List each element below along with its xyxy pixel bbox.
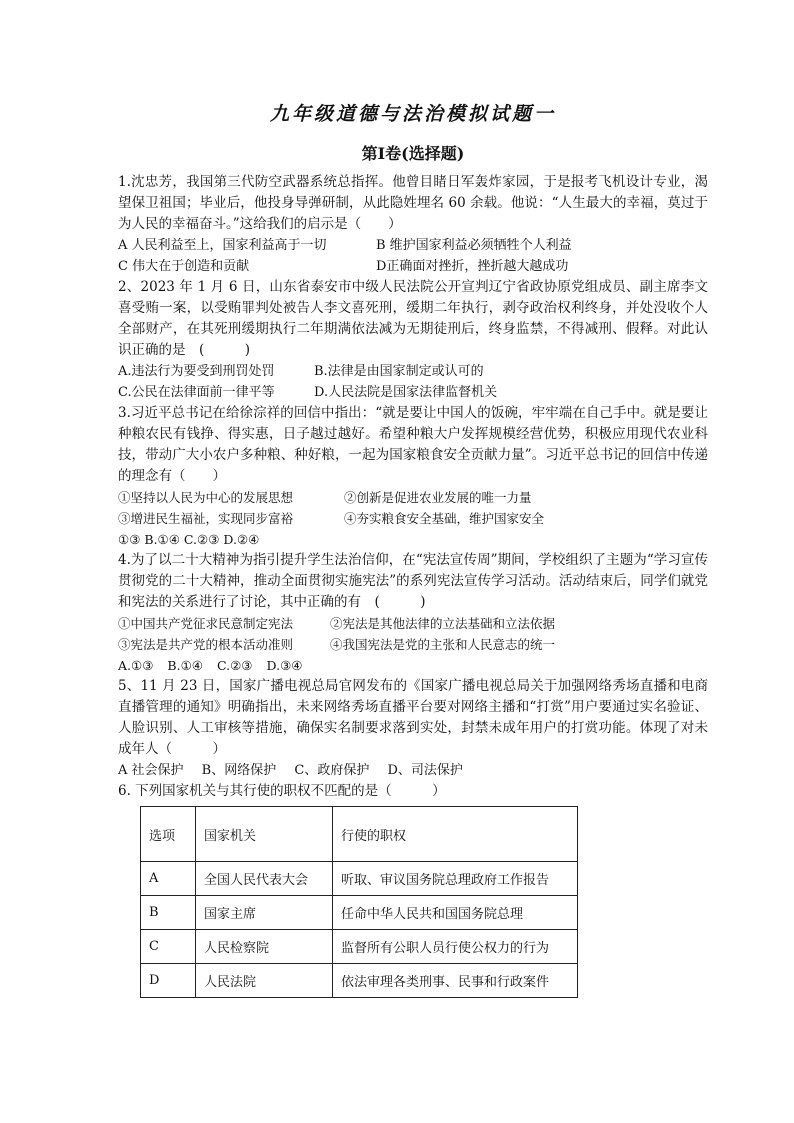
question-6-stem: 6. 下列国家机关与其行使的职权不匹配的是（ ） <box>118 783 446 799</box>
row-option: D <box>141 964 196 998</box>
exam-title: 九年级道德与法治模拟试题一 <box>269 103 556 125</box>
question-2-stem: 2、2023 年 1 月 6 日，山东省泰安市中级人民法院公开宣判辽宁省政协原党组成员、副主席李文喜受贿一案，以受贿罪判处被告人李文喜死刑，缓期二年执行，剥夺政治权利终身，并处没收个人全部财产，在其死刑缓期执行二年期满依法减为无期徒刑后，终身监禁，不得减刑、假释。对此认识正确的是 ( ) <box>118 279 708 358</box>
choice-c: C.②③ <box>217 658 253 673</box>
table-row <box>141 896 578 930</box>
question-2-options <box>118 361 708 403</box>
sub-option-4: ④我国宪法是党的主张和人民意志的统一 <box>330 637 556 652</box>
table-row <box>141 930 578 964</box>
table-row <box>141 862 578 896</box>
answer-choices <box>118 655 708 676</box>
option-b: B、网络保护 <box>201 763 277 778</box>
question-5-stem: 5、11 月 23 日，国家广播电视总局官网发布的《国家广播电视总局关于加强网络秀场直播和电商直播管理的通知》明确指出，未来网络秀场直播平台要对网络主播和“打赏”用户要通过实名验证、人脸识别、人工审核等措施，确保实名制要求落到实处，封禁未成年用户的打赏功能。体现了对未成年人（ ） <box>118 678 708 757</box>
question-4-stem: 4.为了以二十大精神为指引提升学生法治信仰，在“宪法宣传周”期间，学校组织了主题为“学习宣传贯彻党的二十大精神，推动全面贯彻实施宪法”的系列宪法宣传学习活动。活动结束后，同学们就党和宪法的关系进行了讨论，其中正确的有 ( ) <box>118 552 708 610</box>
option-c: C、政府保护 <box>294 763 370 778</box>
table-header-row <box>141 807 578 862</box>
option-c: C 伟大在于创造和贡献 <box>118 259 250 274</box>
row-organ: 全国人民代表大会 <box>196 862 333 896</box>
option-d: D正确面对挫折，挫折越大越成功 <box>376 259 569 274</box>
question-4-sub-options <box>118 613 708 676</box>
sub-option-2: ②宪法是其他法律的立法基础和立法依据 <box>330 616 556 631</box>
row-power: 监督所有公职人员行使公权力的行为 <box>333 930 578 964</box>
option-d: D.人民法院是国家法律监督机关 <box>314 385 498 400</box>
row-option: C <box>141 930 196 964</box>
row-option: B <box>141 896 196 930</box>
answer-choices: ①③ B.①④ C.②③ D.②④ <box>118 532 260 547</box>
sub-option-1: ①中国共产党征求民意制定宪法 <box>118 616 294 631</box>
row-power: 任命中华人民共和国国务院总理 <box>333 896 578 930</box>
option-a: A 社会保护 <box>118 763 184 778</box>
question-1-options <box>118 235 708 277</box>
header-organ: 国家机关 <box>196 807 333 862</box>
option-a: A 人民利益至上，国家利益高于一切 <box>118 238 327 253</box>
header-power: 行使的职权 <box>333 807 578 862</box>
sub-option-3: ③宪法是共产党的根本活动准则 <box>118 637 294 652</box>
table-row <box>141 964 578 998</box>
option-d: D、司法保护 <box>387 763 463 778</box>
row-organ: 人民检察院 <box>196 930 333 964</box>
sub-option-4: ④夯实粮食安全基础，维护国家安全 <box>344 511 545 526</box>
exam-page <box>118 100 708 998</box>
sub-option-3: ③增进民生福祉，实现同步富裕 <box>118 511 294 526</box>
section-title: 第Ⅰ卷(选择题) <box>361 144 465 163</box>
row-power: 依法审理各类刑事、民事和行政案件 <box>333 964 578 998</box>
question-3-sub-options <box>118 487 708 550</box>
row-option: A <box>141 862 196 896</box>
sub-option-2: ②创新是促进农业发展的唯一力量 <box>344 490 532 505</box>
option-b: B.法律是由国家制定或认可的 <box>314 364 484 379</box>
option-c: C.公民在法律面前一律平等 <box>118 385 275 400</box>
option-b: B 维护国家利益必须牺牲个人利益 <box>376 238 572 253</box>
row-organ: 国家主席 <box>196 896 333 930</box>
question-5-options <box>118 760 708 781</box>
powers-table <box>140 806 578 998</box>
row-power: 听取、审议国务院总理政府工作报告 <box>333 862 578 896</box>
choice-b: B.①④ <box>167 658 203 673</box>
option-a: A.违法行为要受到刑罚处罚 <box>118 364 275 379</box>
choice-d: D.③④ <box>266 658 303 673</box>
header-option: 选项 <box>141 807 196 862</box>
question-3-stem: 3.习近平总书记在给徐淙祥的回信中指出：“就是要让中国人的饭碗，牢牢端在自己手中。就是要让种粮农民有钱挣、得实惠，日子越过越好。希望种粮大户发挥规模经营优势，积极应用现代农业科技，带动广大小农户多种粮、种好粮，一起为国家粮食安全贡献力量”。习近平总书记的回信中传递的理念有（ ） <box>118 405 708 484</box>
sub-option-1: ①坚持以人民为中心的发展思想 <box>118 490 294 505</box>
row-organ: 人民法院 <box>196 964 333 998</box>
question-1-stem: 1.沈忠芳，我国第三代防空武器系统总指挥。他曾目睹日军轰炸家园，于是报考飞机设计专业，渴望保卫祖国；毕业后，他投身导弹研制，从此隐姓埋名 60 余载。他说：“人生最大的幸福，莫过于为人民的幸福奋斗。”这给我们的启示是（ ） <box>118 174 708 232</box>
choice-a: A.①③ <box>118 658 154 673</box>
